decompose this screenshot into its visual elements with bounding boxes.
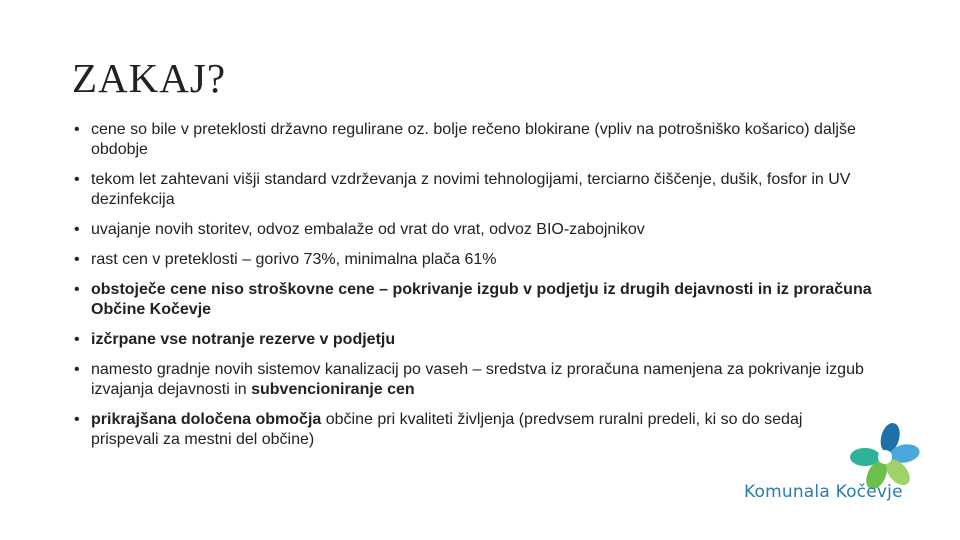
logo-center-icon	[878, 450, 892, 464]
bullet-item	[72, 170, 872, 210]
slide-title: ZAKAJ?	[72, 55, 227, 101]
bullet-item	[72, 330, 872, 350]
bullet-item	[72, 280, 872, 320]
bullet-text: cene so bile v preteklosti državno regulirane oz. bolje rečeno blokirane (vpliv na potrošniško košarico) daljše obdobje	[91, 121, 856, 158]
bullet-text-bold: izčrpane vse notranje rezerve v podjetju	[91, 331, 396, 348]
bullet-item	[72, 220, 872, 240]
bullet-dot: •	[74, 171, 80, 188]
bullet-dot: •	[74, 251, 80, 268]
bullet-item	[72, 250, 872, 270]
bullet-item	[72, 360, 872, 400]
bullet-text: uvajanje novih storitev, odvoz embalaže od vrat do vrat, odvoz BIO-zabojnikov	[91, 221, 645, 238]
logo-petal-icon	[850, 448, 880, 466]
bullet-dot: •	[74, 281, 80, 298]
bullet-list	[72, 120, 872, 460]
bullet-text: namesto gradnje novih sistemov kanalizacij po vaseh – sredstva iz proračuna namenjena za pokrivanje izgub izvajanja dejavnosti in	[91, 361, 864, 398]
bullet-text: občine pri kvaliteti življenja (predvsem ruralni predeli, ki so do sedaj prispevali za mestni del občine)	[91, 411, 803, 448]
bullet-text: rast cen v preteklosti – gorivo 73%, minimalna plača 61%	[91, 251, 497, 268]
bullet-text-bold: subvencioniranje cen	[251, 381, 415, 398]
bullet-dot: •	[74, 331, 80, 348]
komunala-flower-logo-icon	[740, 420, 940, 520]
bullet-dot: •	[74, 361, 80, 378]
bullet-item	[72, 120, 872, 160]
bullet-dot: •	[74, 121, 80, 138]
bullet-dot: •	[74, 411, 80, 428]
logo-wordmark: Komunala Kočevje	[744, 482, 903, 502]
bullet-text-bold: obstoječe cene niso stroškovne cene – pokrivanje izgub v podjetju iz drugih dejavnosti in iz proračuna Občine Kočevje	[91, 281, 872, 318]
bullet-dot: •	[74, 221, 80, 238]
bullet-text: tekom let zahtevani višji standard vzdrževanja z novimi tehnologijami, terciarno čiščenje, dušik, fosfor in UV dezinfekcija	[91, 171, 851, 208]
bullet-text-bold: prikrajšana določena območja	[91, 411, 322, 428]
